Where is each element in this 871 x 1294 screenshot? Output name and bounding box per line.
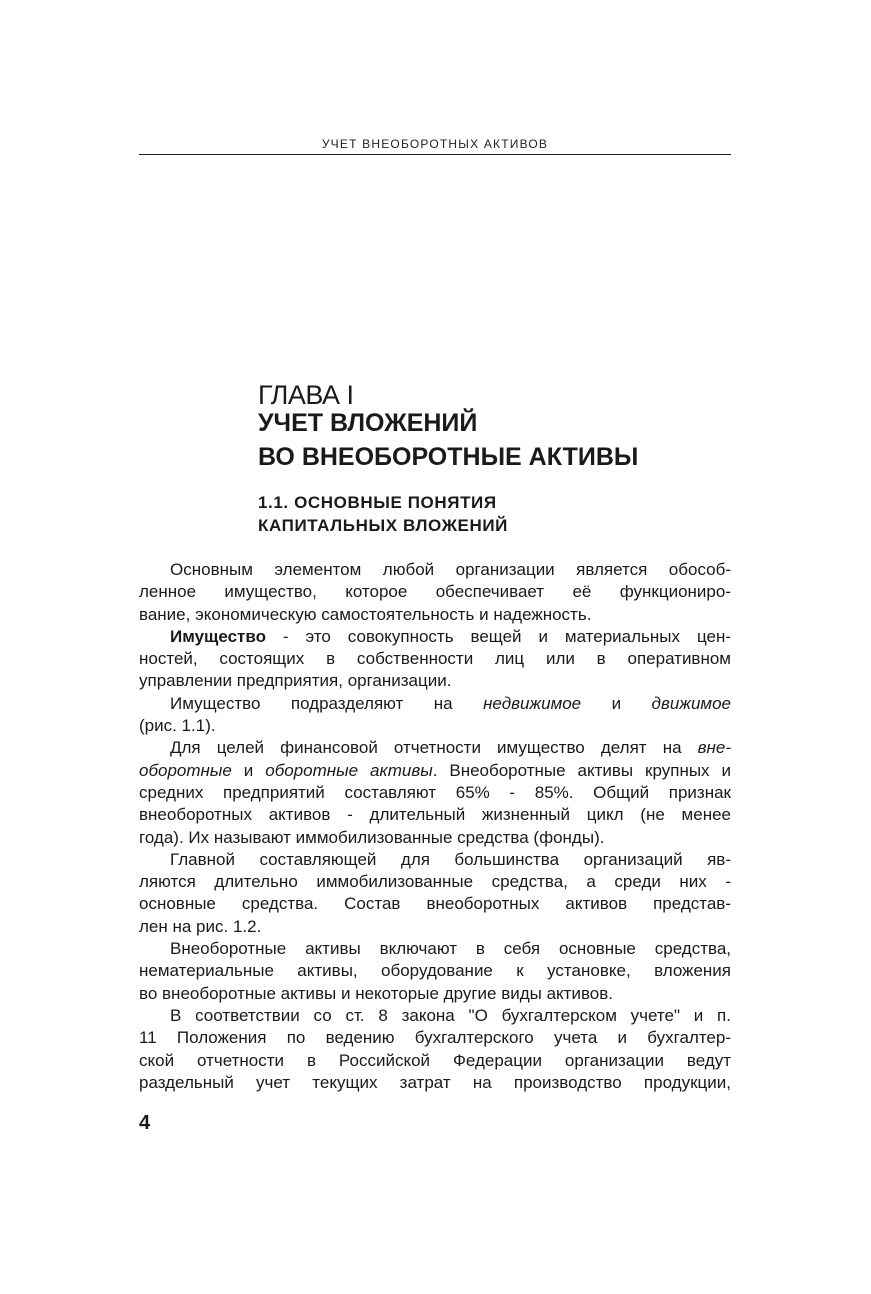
section-title [258, 491, 728, 537]
text-line: ляются длительно иммобилизованные средства, а среди них - [139, 872, 731, 892]
text-line: лен на рис. 1.2. [139, 916, 262, 936]
text-line: 11 Положения по ведению бухгалтерского учета и бухгалтер- [139, 1028, 731, 1048]
text-fragment: и [231, 760, 266, 780]
text-line: ленное имущество, которое обеспечивает её функциониро- [139, 582, 731, 602]
text-line: внеоборотных активов - длительный жизненный цикл (не менее [139, 805, 731, 825]
term-italic: недвижимое [483, 693, 582, 713]
text-line: Внеоборотные активы включают в себя основные средства, [170, 939, 731, 959]
paragraph [139, 559, 731, 626]
text-fragment: Для целей финансовой отчетности имущество делят на [170, 738, 698, 758]
paragraph [139, 737, 731, 848]
text-line: вание, экономическую самостоятельность и надежность. [139, 604, 592, 624]
header-rule [139, 154, 731, 155]
chapter-title-line: ВО ВНЕОБОРОТНЫЕ АКТИВЫ [258, 443, 639, 471]
text-line: средних предприятий составляют 65% - 85%. Общий признак [139, 782, 731, 802]
text-fragment: - это совокупность вещей и материальных цен- [266, 626, 731, 646]
text-fragment: . Внеоборотные активы крупных и [432, 760, 731, 780]
section-title-line: 1.1. ОСНОВНЫЕ ПОНЯТИЯ [258, 493, 497, 512]
text-line: ской отчетности в Российской Федерации организации ведут [139, 1050, 731, 1070]
text-line [139, 737, 731, 759]
text-line: основные средства. Состав внеоборотных активов представ- [139, 894, 731, 914]
text-line: управлении предприятия, организации. [139, 671, 452, 691]
term-italic: вне- [697, 738, 731, 758]
text-line: Основным элементом любой организации является обособ- [170, 560, 731, 579]
paragraph [139, 626, 731, 693]
text-line: В соответствии со ст. 8 закона "О бухгалтерском учете" и п. [170, 1005, 731, 1025]
term-bold: Имущество [170, 626, 266, 646]
page-number: 4 [139, 1112, 151, 1134]
paragraph [139, 1005, 731, 1094]
section-title-line: КАПИТАЛЬНЫХ ВЛОЖЕНИЙ [258, 516, 508, 535]
text-fragment: и [581, 693, 652, 713]
text-line: нематериальные активы, оборудование к установке, вложения [139, 961, 731, 981]
text-fragment: Имущество подразделяют на [170, 693, 484, 713]
text-line: раздельный учет текущих затрат на производство продукции, [139, 1072, 731, 1092]
text-line: года). Их называют иммобилизованные средства (фонды). [139, 827, 605, 847]
text-line: Главной составляющей для большинства организаций яв- [170, 849, 731, 869]
text-line [139, 626, 731, 648]
chapter-title-line: УЧЕТ ВЛОЖЕНИЙ [258, 409, 478, 437]
paragraph [139, 849, 731, 938]
text-line [139, 693, 731, 715]
text-line [139, 760, 731, 782]
text-line: во внеоборотные активы и некоторые другие виды активов. [139, 983, 614, 1003]
running-head: УЧЕТ ВНЕОБОРОТНЫХ АКТИВОВ [321, 137, 549, 151]
chapter-title [258, 406, 728, 474]
paragraph [139, 938, 731, 1005]
body-text [139, 559, 731, 1094]
term-italic: оборотные активы [265, 760, 433, 780]
term-italic: движимое [651, 693, 731, 713]
text-line: (рис. 1.1). [139, 716, 216, 736]
term-italic: оборотные [139, 760, 232, 780]
chapter-label: ГЛАВА I [258, 380, 354, 410]
text-line: ностей, состоящих в собственности лиц или в оперативном [139, 649, 731, 669]
paragraph [139, 693, 731, 738]
